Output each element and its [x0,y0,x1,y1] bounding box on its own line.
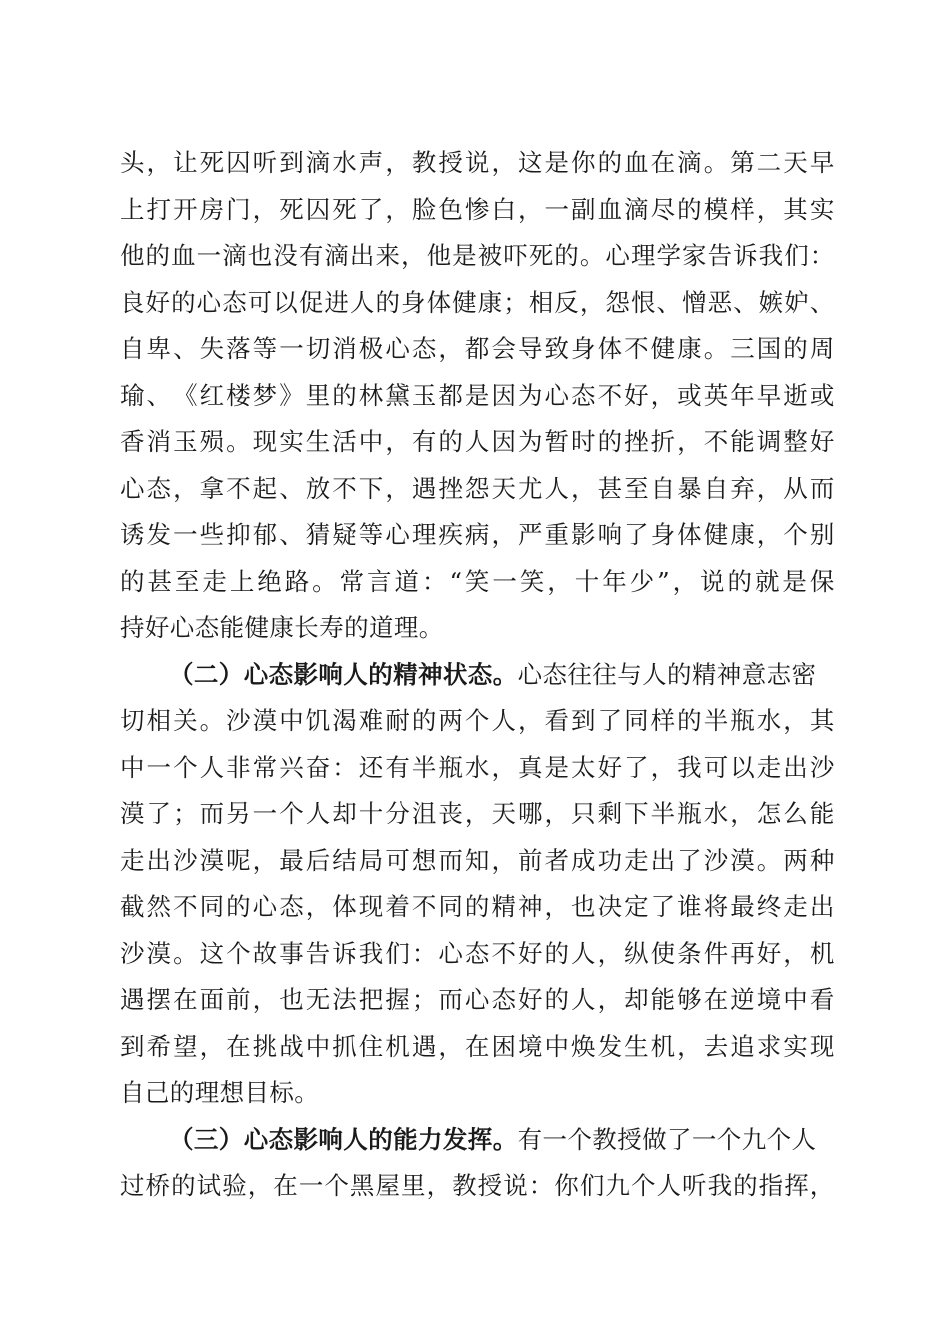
paragraph-1-line: 上 打 开 房 门 ， 死 囚 死 了 ， 脸 色 惨 白 ， 一 副 血 滴 尽 的 模 样 ， 其 实 [120,194,835,224]
body-text [120,140,835,1210]
paragraph-2-line: 遇 摆 在 面 前 ， 也 无 法 把 握 ； 而 心 态 好 的 人 ， 却 能 够 在 逆 境 中 看 [120,985,835,1014]
paragraph-2-line: 沙 漠 。 这 个 故 事 告 诉 我 们 ： 心 态 不 好 的 人 ， 纵 使 条 件 再 好 ， 机 [120,938,835,968]
paragraph-3-heading: （三）心态影响人的能力发挥。 [169,1124,518,1154]
paragraph-1-line: 他 的 血 一 滴 也 没 有 滴 出 来 ， 他 是 被 吓 死 的 。 心 理 学 家 告 诉 我 们 ： [120,241,835,270]
paragraph-2-first-text: 心态往往与人的精神意志密 [517,659,817,689]
paragraph-1-line: 香 消 玉 殒 。 现 实 生 活 中 ， 有 的 人 因 为 暂 时 的 挫 折 ， 不 能 调 整 好 [120,427,835,456]
paragraph-1-line: 自 卑 、 失 落 等 一 切 消 极 心 态 ， 都 会 导 致 身 体 不 健 康 。 三 国 的 周 [120,334,835,363]
paragraph-2-line: 截 然 不 同 的 心 态 ， 体 现 着 不 同 的 精 神 ， 也 决 定 了 谁 将 最 终 走 出 [120,892,835,921]
paragraph-2-line: 切 相 关 。 沙 漠 中 饥 渴 难 耐 的 两 个 人 ， 看 到 了 同 样 的 半 瓶 水 ， 其 [120,706,835,735]
paragraph-2-line: 漠 了 ； 而 另 一 个 人 却 十 分 沮 丧 ， 天 哪 ， 只 剩 下 半 瓶 水 ， 怎 么 能 [120,799,835,828]
paragraph-2-first-line [120,652,835,699]
paragraph-1-line: 良 好 的 心 态 可 以 促 进 人 的 身 体 健 康 ； 相 反 ， 怨 恨 、 憎 恶 、 嫉 妒 、 [120,287,835,317]
paragraph-2-heading: （二）心态影响人的精神状态。 [169,659,518,689]
paragraph-3-first-line [120,1117,835,1164]
paragraph-3-line: 过 桥 的 试 验 ， 在 一 个 黑 屋 里 ， 教 授 说 ： 你 们 九 个 人 听 我 的 指 挥 ， [120,1171,835,1200]
paragraph-1-line: 持好心态能健康长寿的道理。 [120,613,444,642]
paragraph-2-line: 到 希 望 ， 在 挑 战 中 抓 住 机 遇 ， 在 困 境 中 焕 发 生 机 ， 去 追 求 实 现 [120,1031,835,1061]
paragraph-2-line: 走 出 沙 漠 呢 ， 最 后 结 局 可 想 而 知 ， 前 者 成 功 走 出 了 沙 漠 。 两 种 [120,845,835,875]
paragraph-1-line: 的 甚 至 走 上 绝 路 。 常 言 道 ： “ 笑 一 笑 ， 十 年 少 ” ， 说 的 就 是 保 [120,566,835,596]
paragraph-1-line: 瑜 、 《 红 楼 梦 》 里 的 林 黛 玉 都 是 因 为 心 态 不 好 ， 或 英 年 早 逝 或 [120,380,835,410]
paragraph-1-line: 心 态 ， 拿 不 起 、 放 不 下 ， 遇 挫 怨 天 尤 人 ， 甚 至 自 暴 自 弃 ， 从 而 [120,473,835,503]
paragraph-2-line: 中 一 个 人 非 常 兴 奋 ： 还 有 半 瓶 水 ， 真 是 太 好 了 ， 我 可 以 走 出 沙 [120,752,835,782]
paragraph-1-line: 头 ， 让 死 囚 听 到 滴 水 声 ， 教 授 说 ， 这 是 你 的 血 在 滴 。 第 二 天 早 [120,148,835,177]
paragraph-2-line: 自己的理想目标。 [120,1078,320,1107]
paragraph-1-line: 诱 发 一 些 抑 郁 、 猜 疑 等 心 理 疾 病 ， 严 重 影 响 了 身 体 健 康 ， 个 别 [120,520,835,549]
paragraph-3-first-text: 有一个教授做了一个九个人 [517,1124,817,1154]
